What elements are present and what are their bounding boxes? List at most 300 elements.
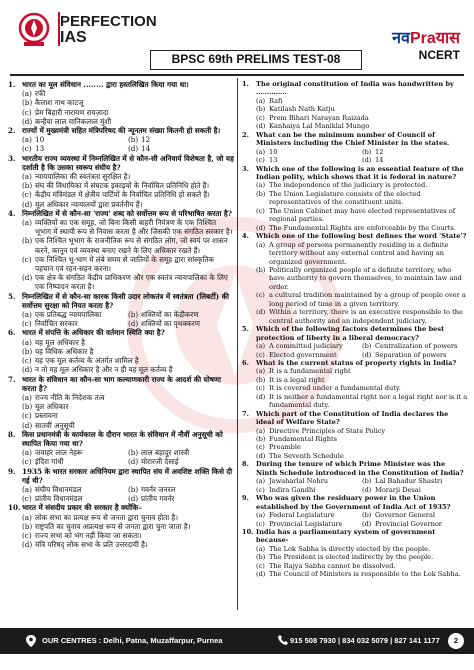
option-text: Indira Gandhi <box>269 485 316 494</box>
question-block <box>242 131 468 165</box>
option-letter: (b) <box>256 189 266 198</box>
option <box>128 448 234 457</box>
option-text: The Seventh Schedule <box>269 451 344 460</box>
option <box>256 477 362 485</box>
option-letter: (a) <box>22 135 32 145</box>
option <box>22 494 128 503</box>
option-grid <box>242 511 468 528</box>
brand-line2: IAS <box>60 29 87 46</box>
option <box>242 427 468 435</box>
option-letter: (b) <box>128 448 139 458</box>
question-number: 6. <box>242 358 249 367</box>
option <box>8 273 234 291</box>
option <box>22 448 128 457</box>
option-letter: (b) <box>362 342 372 351</box>
ncert-label: NCERT <box>418 48 460 62</box>
option-text: एक निश्चित भूभाग के राजनीतिक रूप से संगठित लोग, जो स्वयं पर शासन करने, कानून एवं व्यवस्था बनाए रखने के लिए अधिकार रखते हैं। <box>35 236 228 255</box>
question-block <box>8 80 234 126</box>
question-number: 1. <box>8 80 16 89</box>
option-text: 10 <box>269 147 278 156</box>
option-text: प्रांतीय गवर्नर <box>141 494 175 504</box>
option-grid <box>8 135 234 153</box>
option <box>8 200 234 209</box>
option <box>242 291 468 308</box>
option <box>8 218 234 236</box>
option-text: Provincial Governor <box>375 519 442 528</box>
option <box>8 347 234 356</box>
option-letter: (d) <box>22 420 33 430</box>
option <box>362 342 468 350</box>
question-text: Which one of the following is an essential feature of the Indian polity, which shows that it is federal in nature? <box>256 164 464 181</box>
option <box>242 443 468 451</box>
footer-centres: OUR CENTRES : Delhi, Patna, Muzaffarpur, Purnea <box>42 636 223 645</box>
option-text: मूल अधिकार <box>35 402 69 412</box>
option-letter: (b) <box>256 265 266 274</box>
option <box>128 485 234 494</box>
question-block <box>242 325 468 359</box>
question-block <box>8 375 234 430</box>
option-grid <box>8 485 234 503</box>
question-number: 5. <box>8 291 16 301</box>
question-block <box>8 467 234 504</box>
question <box>242 410 468 427</box>
page-header <box>0 0 474 88</box>
option-text: प्रांतीय विधानमंडल <box>35 494 83 504</box>
question-text: भारत में संपत्ति के अधिकार की वर्तमान स्थिति क्या है? <box>22 328 165 338</box>
option <box>256 486 362 494</box>
option-text: कन्हैया लाल मानिकलाल मुंशी <box>35 116 112 126</box>
option-letter: (c) <box>22 356 32 366</box>
location-pin-icon <box>26 635 36 647</box>
question-block <box>8 209 234 292</box>
option-text: The Rajya Sabha cannot be dissolved. <box>269 561 396 570</box>
option <box>362 520 468 528</box>
option-text: 14 <box>375 156 384 165</box>
option-text: 13 <box>269 156 278 165</box>
option-text: राज्य नीति के निदेशक तत्व <box>35 392 105 402</box>
praas-logo <box>392 26 460 48</box>
question-text: During the tenure of which Prime Minister was the Ninth Schedule introduced in the Constitution of India? <box>256 460 464 477</box>
option-text: संघीय विधानमंडल <box>35 484 82 494</box>
question-block <box>242 232 468 325</box>
option-letter: (d) <box>256 570 266 579</box>
option-text: कैलाश नाथ काटजू <box>35 98 84 108</box>
option <box>8 108 234 117</box>
option-letter: (b) <box>362 511 372 520</box>
phone-icon <box>278 635 288 645</box>
option-text: शक्तियों का केंद्रीकरण <box>141 310 199 320</box>
option <box>8 255 234 273</box>
option-letter: (a) <box>256 181 266 190</box>
option <box>22 135 128 144</box>
option-letter: (c) <box>256 206 265 215</box>
question-text: भारत का मूल संविधान ........ द्वारा हस्तलिखित किया गया था। <box>22 80 189 89</box>
option-letter: (d) <box>362 485 372 494</box>
option-letter: (d) <box>256 223 266 232</box>
option <box>8 411 234 420</box>
question <box>242 232 468 240</box>
option-text: यह विधिक अधिकार है <box>35 346 94 356</box>
option-text: Within a territory, there is an executive responsible to the central authority and an independent judiciary. <box>269 308 463 325</box>
option-text: It is a legal right <box>269 375 325 384</box>
option <box>242 393 468 410</box>
question-number: 4. <box>8 208 16 218</box>
option-letter: (c) <box>256 384 265 393</box>
option-text: 10 <box>35 135 45 145</box>
question <box>242 494 468 511</box>
question-number: 3. <box>242 164 249 173</box>
option <box>242 384 468 392</box>
option-text: Centralization of powers <box>375 342 458 351</box>
option-text: Governor General <box>375 511 435 520</box>
option-letter: (c) <box>256 291 265 300</box>
question-number: 4. <box>242 232 249 241</box>
option <box>128 144 234 153</box>
option <box>242 266 468 291</box>
question <box>8 375 234 393</box>
option-letter: (a) <box>256 477 266 486</box>
page-number: 2 <box>448 633 464 649</box>
question-text: निम्नलिखित में से कौन-सा कारक किसी उदार लोकतंत्र में स्वतंत्रता (लिबर्टी) की सर्वोत्तम सुरक्षा को नियत करता है? <box>22 291 230 310</box>
option-text: Provincial Legislature <box>269 519 343 528</box>
option-letter: (d) <box>256 122 266 131</box>
option-letter: (b) <box>128 310 139 320</box>
option-text: Katilash Nath Katju <box>269 105 335 114</box>
question-text: निम्नलिखित में से कौन-सा 'राज्य' शब्द को सर्वोत्तम रूप से परिभाषित करता है? <box>22 208 232 218</box>
option-grid <box>8 310 234 328</box>
option-letter: (a) <box>22 218 32 228</box>
option-letter: (c) <box>22 254 32 264</box>
option-letter: (d) <box>22 273 33 283</box>
option-letter: (d) <box>22 199 33 209</box>
option-text: प्रस्तावना <box>35 411 58 421</box>
question-number: 7. <box>242 409 249 418</box>
option-text: गवर्नर जनरल <box>141 484 176 494</box>
option <box>128 310 234 319</box>
praas-prefix: नव <box>392 30 410 47</box>
option-letter: (a) <box>22 448 32 458</box>
brand-line1: PERFECTION <box>60 13 157 30</box>
question-text: The original constitution of India was handwritten by ………….. <box>256 80 454 97</box>
option-text: इंदिरा गांधी <box>35 457 64 467</box>
option-letter: (c) <box>256 350 265 359</box>
option-letter: (c) <box>22 319 32 329</box>
question-block <box>242 410 468 461</box>
option <box>8 393 234 402</box>
question-text: भारतीय राज्य व्यवस्था में निम्नलिखित में से कौन-सी अनिवार्य विशेषता है, जो यह दर्शाती है कि उसका स्वरूप संघीय है? <box>22 153 234 172</box>
english-questions-column <box>242 80 468 608</box>
option-text: संघ की विधायिका में संघटक इकाइयों के निर्वाचित प्रतिनिधि होते हैं। <box>35 181 210 191</box>
option-letter: (b) <box>362 477 372 486</box>
question <box>242 359 468 367</box>
option-text: लोक सभा का प्रत्यक्ष रूप से जनता द्वारा चुनाव होता है। <box>35 512 178 522</box>
option-text: शक्तियों का पृथक्करण <box>141 319 200 329</box>
question <box>8 126 234 135</box>
option-text: Politically organized people of a definite territory, who have authority to govern themselves, to maintain law and order. <box>269 265 462 291</box>
question-text: Which one of the following best defines the word 'State'? <box>256 232 467 241</box>
option-letter: (b) <box>22 236 33 246</box>
option-text: रफी <box>35 89 46 99</box>
question-block <box>242 165 468 233</box>
option-text: A group of persons permanently residing in a definite territory without any external control and having an organized government. <box>269 240 449 266</box>
question <box>8 467 234 485</box>
option-text: यह मूल अधिकार है <box>35 337 85 347</box>
option-text: व्यक्तियों का एक समूह, जो बिना किसी बाहरी नियंत्रण के एक निश्चित भूभाग में स्थायी रूप से निवास करता है और जिसकी एक संगठित सरकार है। <box>35 218 233 237</box>
option-letter: (c) <box>22 530 32 540</box>
option-letter: (a) <box>22 392 32 402</box>
option-letter: (a) <box>22 172 32 182</box>
option-letter: (a) <box>256 147 266 156</box>
option <box>242 308 468 325</box>
option <box>8 172 234 181</box>
question-text: Who was given the residuary power in the Union established by the Government of India Act of 1935? <box>256 494 451 511</box>
option <box>242 435 468 443</box>
question-number: 5. <box>242 325 249 334</box>
option-text: राज्य सभा को भंग नहीं किया जा सकता। <box>35 530 142 540</box>
question <box>8 154 234 172</box>
option-letter: (d) <box>362 350 372 359</box>
option-grid <box>242 342 468 359</box>
question-block <box>8 430 234 467</box>
option-text: The Lok Sabha is directly elected by the people. <box>269 544 431 553</box>
question <box>242 528 468 545</box>
option <box>8 89 234 98</box>
option-text: केंद्रीय मंत्रिमंडल में क्षेत्रीय पार्टियों के निर्वाचित प्रतिनिधि हो सकते हैं। <box>35 190 210 200</box>
option <box>256 520 362 528</box>
header-rule <box>10 74 464 76</box>
option-text: एक निश्चित भू-भाग में लंबे समय से जातियों के समूह द्वारा सांस्कृतिक पहचान एवं रहन-सहन करना। <box>35 254 214 274</box>
option-letter: (b) <box>256 553 266 562</box>
option <box>242 376 468 384</box>
option-text: Separation of powers <box>375 350 447 359</box>
question-block <box>8 503 234 549</box>
option <box>242 570 468 578</box>
test-title: BPSC 69th PRELIMS TEST-08 <box>150 50 362 70</box>
option-text: मूल अधिकार न्यायालयों द्वारा प्रवर्तनीय हैं। <box>35 199 143 209</box>
option-text: 13 <box>35 144 45 154</box>
option-letter: (b) <box>128 135 139 145</box>
option-letter: (a) <box>22 89 32 99</box>
option-letter: (b) <box>22 98 33 108</box>
question-block <box>8 126 234 154</box>
question-number: 2. <box>242 130 249 139</box>
option <box>8 421 234 430</box>
option-text: Prem Bihari Narayan Raizada <box>269 113 369 122</box>
question-number: 1. <box>242 80 249 88</box>
option-letter: (c) <box>22 144 32 154</box>
hindi-questions-column <box>8 80 234 608</box>
option <box>256 511 362 519</box>
option-text: 12 <box>141 135 151 145</box>
question-text: What can be the minimum number of Council of Ministers including the Chief Minister in the states. <box>256 130 450 148</box>
option-text: Preamble <box>269 443 301 452</box>
option-text: Fundamental Rights <box>269 435 337 444</box>
option-letter: (b) <box>22 521 33 531</box>
question-block <box>242 494 468 528</box>
option <box>256 156 362 164</box>
option <box>8 98 234 107</box>
option-text: निर्वाचित सरकार <box>35 319 78 329</box>
option <box>256 342 362 350</box>
option-text: The Fundamental Rights are enforceable by the Courts. <box>269 223 456 232</box>
option <box>128 494 234 503</box>
option-letter: (b) <box>22 181 33 191</box>
option-letter: (a) <box>256 342 266 351</box>
option <box>8 531 234 540</box>
option-letter: (c) <box>22 494 32 504</box>
option-text: The Union Cabinet may have elected representatives of regional parties. <box>269 206 456 224</box>
option-letter: (a) <box>256 544 266 553</box>
option-letter: (d) <box>128 457 139 467</box>
option-letter: (c) <box>256 519 265 528</box>
question-text: भारत में संसदीय प्रकार की सरकार है क्योंकि– <box>22 503 142 513</box>
question-number: 9. <box>242 494 249 503</box>
option <box>362 156 468 164</box>
question-block <box>8 154 234 209</box>
question-text: राज्यों में मुख्यमंत्री सहित मंत्रिपरिषद की न्यूनतम संख्या कितनी हो सकती है। <box>22 126 221 136</box>
option-letter: (d) <box>22 365 33 375</box>
question-block <box>8 292 234 329</box>
question-text: 1935 के भारत सरकार अधिनियम द्वारा स्थापित संघ में अवशिष्ट शक्ति किसे दी गई थी? <box>22 466 233 485</box>
option <box>362 486 468 494</box>
option-grid <box>242 477 468 494</box>
option-text: Federal Legislature <box>269 511 335 520</box>
option <box>242 545 468 553</box>
option-text: न तो यह मूल अधिकार है और न ही यह मूल कर्तव्य है <box>35 365 173 375</box>
question-text: What is the current status of property rights in India? <box>256 358 457 367</box>
option <box>128 135 234 144</box>
question-text: Which of the following factors determines the best protection of liberty in a liberal democracy? <box>256 325 445 342</box>
option <box>8 356 234 365</box>
option-text: Jawaharlal Nehru <box>269 477 329 486</box>
option-text: It is neither a fundamental right nor a legal right nor is it a fundamental duty. <box>269 392 468 410</box>
option <box>22 485 128 494</box>
option-text: जवाहर लाल नेहरू <box>35 448 83 458</box>
option <box>8 402 234 411</box>
option <box>242 367 468 375</box>
option-letter: (d) <box>22 116 33 126</box>
option <box>8 540 234 549</box>
option <box>22 457 128 466</box>
option <box>22 144 128 153</box>
option-letter: (c) <box>22 411 32 421</box>
question-number: 6. <box>8 328 16 338</box>
question-number: 9. <box>8 466 16 476</box>
question-number: 3. <box>8 153 16 163</box>
option <box>256 351 362 359</box>
option-text: Morarji Desai <box>375 485 421 494</box>
option-letter: (c) <box>22 457 32 467</box>
question-block <box>242 359 468 410</box>
option-letter: (a) <box>256 426 266 435</box>
question-block <box>242 80 468 131</box>
option-letter: (a) <box>256 511 266 520</box>
question <box>8 80 234 89</box>
question <box>242 131 468 148</box>
option <box>362 511 468 519</box>
question <box>242 80 468 97</box>
option-text: Elected government <box>269 350 337 359</box>
option-text: It is a fundamental right <box>269 367 351 376</box>
option-letter: (c) <box>256 443 265 452</box>
option <box>362 477 468 485</box>
option-letter: (d) <box>128 494 139 504</box>
option-text: Lal Bahadur Shastri <box>375 477 443 486</box>
option <box>242 553 468 561</box>
option-letter: (c) <box>22 107 32 117</box>
option <box>242 122 468 130</box>
option <box>8 181 234 190</box>
option-letter: (b) <box>22 402 33 412</box>
question-text: किस प्रधानमंत्री के कार्यकाल के दौरान भारत के संविधान में नौवीं अनुसूची को स्थापित किया गया था? <box>22 429 223 448</box>
option <box>362 351 468 359</box>
option-text: The Union Legislature consists of the elected representatives of the constituent units. <box>269 189 421 207</box>
option-letter: (b) <box>256 105 266 114</box>
question-number: 10. <box>242 528 254 537</box>
option-text: The independence of the judiciary is protected. <box>269 181 428 190</box>
question-number: 2. <box>8 126 16 136</box>
option <box>22 310 128 319</box>
question <box>8 430 234 448</box>
option <box>242 114 468 122</box>
option-text: यह एक मूल कर्तव्य के अंतर्गत शामिल है <box>35 356 139 366</box>
option <box>8 117 234 126</box>
question-text: भारत के संविधान का कौन-सा भाग कल्याणकारी राज्य के आदर्श की घोषणा करता है? <box>22 374 221 393</box>
question-number: 8. <box>8 429 16 439</box>
option <box>128 457 234 466</box>
column-divider <box>237 78 238 610</box>
option <box>242 241 468 266</box>
option-text: A committed judiciary <box>269 342 343 351</box>
option-text: लाल बहादुर शास्त्री <box>141 448 190 458</box>
option <box>362 148 468 156</box>
question <box>242 460 468 477</box>
question <box>242 165 468 182</box>
page-footer <box>0 628 474 654</box>
option-text: न्यायपालिका की स्वतंत्रता सुरक्षित है। <box>35 172 131 182</box>
option-text: Directive Principles of State Policy <box>269 426 386 435</box>
option-letter: (c) <box>22 190 32 200</box>
option-text: राष्ट्रपति का चुनाव अप्रत्यक्ष रूप से जनता द्वारा चुना जाता है। <box>35 521 191 531</box>
question <box>8 292 234 310</box>
option <box>8 338 234 347</box>
option-letter: (a) <box>22 512 32 522</box>
option-text: Rafi <box>269 96 283 105</box>
option-text: It is covered under a fundamental duty. <box>269 384 401 393</box>
question-block <box>8 328 234 374</box>
option-text: सातवीं अनुसूची <box>35 420 75 430</box>
question-text: Which part of the Constitution of India declares the ideal of Welfare State? <box>256 409 449 427</box>
option-text: Kanhaiya Lal Maniklal Mungo <box>269 122 370 131</box>
question-text: India has a parliamentary system of government because- <box>256 528 436 545</box>
option-text: मंत्रि परिषद् लोक सभा के प्रति उत्तरदायी है। <box>35 540 148 550</box>
footer-phones: 915 508 7930 | 834 032 5079 | 827 141 1177 <box>290 636 440 645</box>
option-grid <box>242 148 468 165</box>
question-number: 10. <box>8 503 21 513</box>
brand-name <box>60 14 157 46</box>
option <box>242 207 468 224</box>
option-letter: (b) <box>22 346 33 356</box>
option-letter: (d) <box>256 451 266 460</box>
question-block <box>242 460 468 494</box>
option-letter: (d) <box>362 519 372 528</box>
option-letter: (c) <box>256 561 265 570</box>
option <box>22 319 128 328</box>
option-letter: (b) <box>128 484 139 494</box>
option-text: a cultural tradition maintained by a group of people over a long period of time in a given territory. <box>269 291 466 308</box>
option <box>8 236 234 254</box>
option-letter: (c) <box>256 113 265 122</box>
